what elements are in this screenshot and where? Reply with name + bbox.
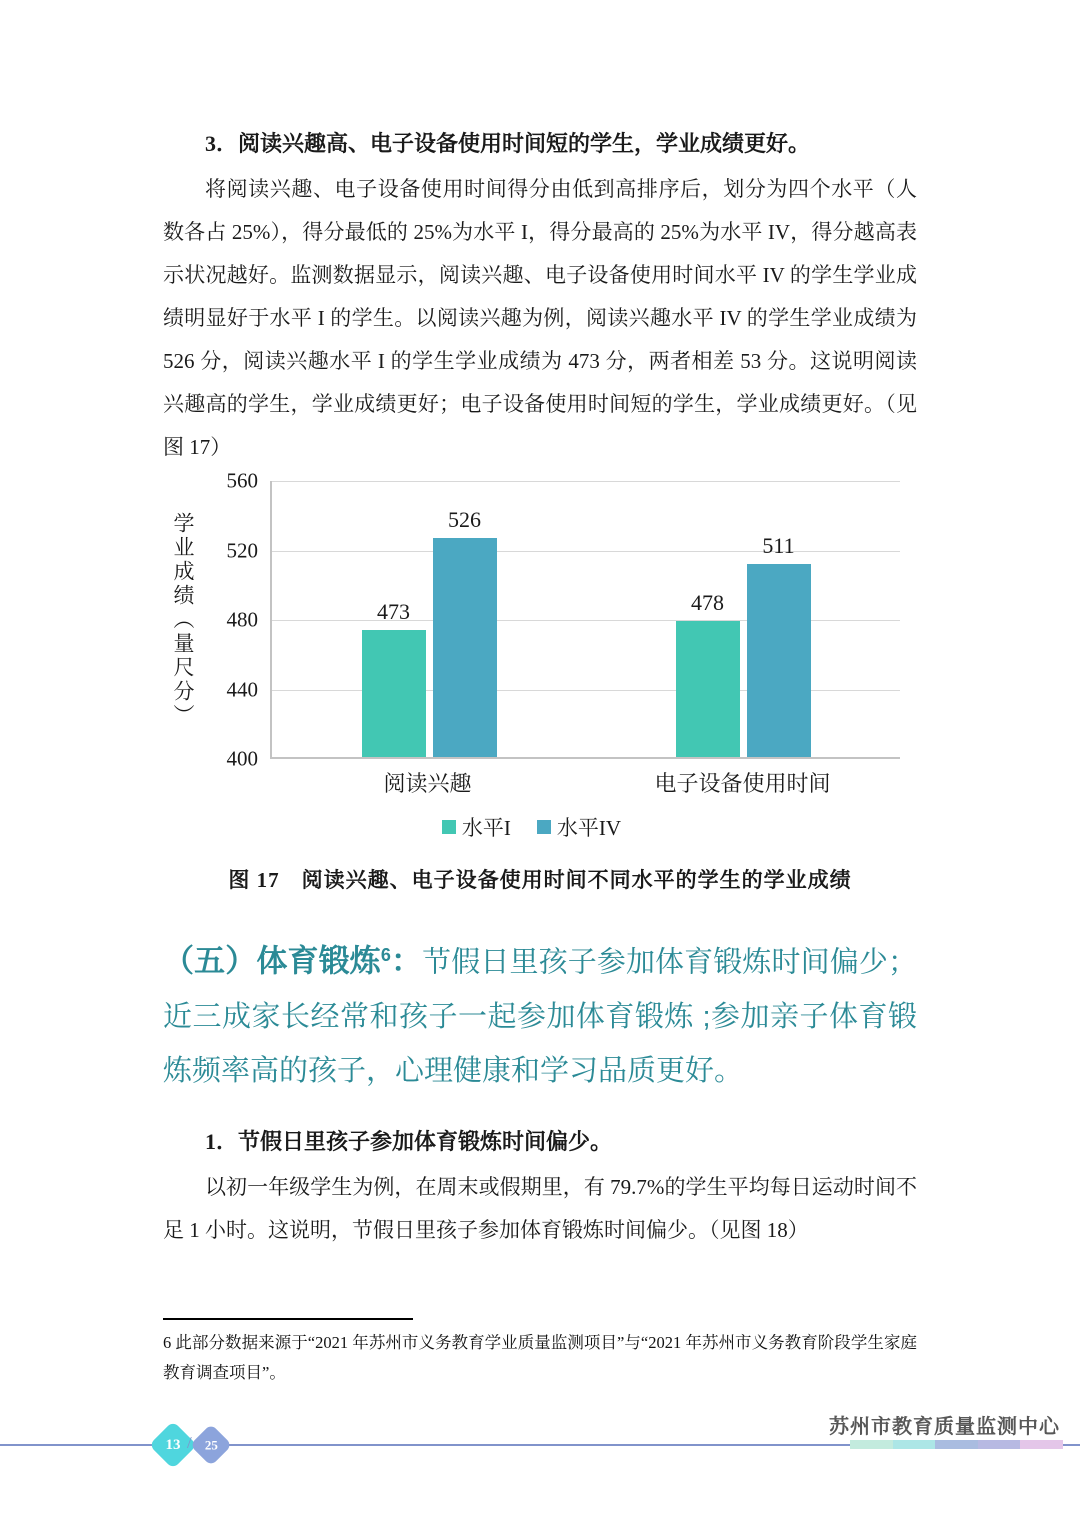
- bar-value-label: 526: [448, 507, 481, 533]
- footnote-6-text: 6 此部分数据来源于“2021 年苏州市义务教育学业质量监测项目”与“2021 年苏州市义务教育阶段学生家庭教育调查项目”。: [163, 1333, 917, 1382]
- section-5-heading-bold: （五）体育锻炼: [163, 943, 381, 979]
- x-axis-category-label: 电子设备使用时间: [654, 771, 831, 796]
- y-axis-tick-label: 440: [226, 677, 258, 701]
- bar: [433, 538, 497, 757]
- bar: [362, 630, 426, 757]
- footnote-block: [163, 1318, 917, 1388]
- section-5-heading-colon: ：: [390, 943, 423, 979]
- page-number-total-badge: [190, 1424, 232, 1466]
- footnote-6-marker: 6: [380, 945, 391, 965]
- bar-with-label: [747, 533, 811, 757]
- bar-value-label: 478: [691, 590, 724, 616]
- page-number-separator: /: [187, 1433, 192, 1452]
- section-3-paragraph: 将阅读兴趣、电子设备使用时间得分由低到高排序后，划分为四个水平（人数各占 25%），得分最低的 25%为水平 I，得分最高的 25%为水平 IV，得分越高表示状况越好。监测数据显示，阅读兴趣、电子设备使用时间水平 IV 的学生学业成绩明显好于水平 I 的学生。以阅读兴趣为例，阅读兴趣水平 IV 的学生学业成绩为 526 分，阅读兴趣水平 I 的学生学业成绩为 473 分，两者相差 53 分。这说明阅读兴趣高的学生，学业成绩更好；电子设备使用时间短的学生，学业成绩更好。（见图 17）: [163, 177, 917, 459]
- gradient-segment: [935, 1440, 978, 1449]
- bar-value-label: 473: [377, 599, 410, 625]
- y-axis-tick-label: 400: [226, 746, 258, 771]
- chart-plot-area: [270, 481, 900, 759]
- gradient-segment: [893, 1440, 936, 1449]
- figure-17-bar-chart: [163, 468, 917, 842]
- footer-brand-gradient-bar: [850, 1440, 1063, 1449]
- page-number-current: 13: [165, 1436, 181, 1453]
- gradient-segment: [1020, 1440, 1063, 1449]
- bar-with-label: [362, 599, 426, 757]
- page-content: [163, 0, 917, 1252]
- section-3-heading: 3．阅读兴趣高、电子设备使用时间短的学生，学业成绩更好。: [205, 131, 811, 156]
- gradient-segment: [978, 1440, 1021, 1449]
- section-5-heading-rest: 节假日里孩子参加体育锻炼时间偏少；近三成家长经常和孩子一起参加体育锻炼 ;参加亲子体育锻炼频率高的孩子，心理健康和学习品质更好。: [163, 946, 918, 1087]
- bar-value-label: 511: [762, 533, 795, 559]
- y-axis-tick-label: 480: [226, 607, 258, 632]
- bar: [747, 564, 811, 757]
- chart-x-axis-labels: [270, 767, 900, 798]
- bar: [676, 621, 740, 757]
- chart-legend: [163, 812, 900, 842]
- y-axis-tick-label: 520: [226, 538, 258, 562]
- legend-label: 水平I: [461, 816, 511, 840]
- chart-y-axis-ticks: [203, 468, 270, 771]
- legend-label: 水平IV: [556, 816, 622, 840]
- chart-y-axis-title: 学业成绩（量尺分）: [171, 512, 195, 728]
- gradient-segment: [850, 1440, 893, 1449]
- footnote-divider: [163, 1318, 413, 1320]
- legend-item: [442, 812, 511, 842]
- y-axis-tick-label: 560: [226, 468, 258, 493]
- section-5-sub-heading-1: 1．节假日里孩子参加体育锻炼时间偏少。: [205, 1128, 613, 1154]
- legend-swatch: [442, 820, 456, 834]
- bar-with-label: [433, 507, 497, 757]
- bar-with-label: [676, 590, 740, 757]
- legend-item: [537, 812, 621, 842]
- x-axis-category-label: 阅读兴趣: [383, 771, 472, 796]
- bar-group: [272, 481, 586, 757]
- page-number-total: 25: [204, 1437, 218, 1452]
- section-5-paragraph: 以初一年级学生为例，在周末或假期里，有 79.7%的学生平均每日运动时间不足 1 小时。这说明，节假日里孩子参加体育锻炼时间偏少。（见图 18）: [163, 1174, 917, 1242]
- figure-17-caption: 图 17 阅读兴趣、电子设备使用时间不同水平的学生的学业成绩: [228, 868, 852, 892]
- bar-group: [586, 481, 900, 757]
- legend-swatch: [537, 820, 551, 834]
- section-5-heading: [163, 928, 917, 1098]
- footer-brand-text: 苏州市教育质量监测中心: [829, 1416, 1060, 1438]
